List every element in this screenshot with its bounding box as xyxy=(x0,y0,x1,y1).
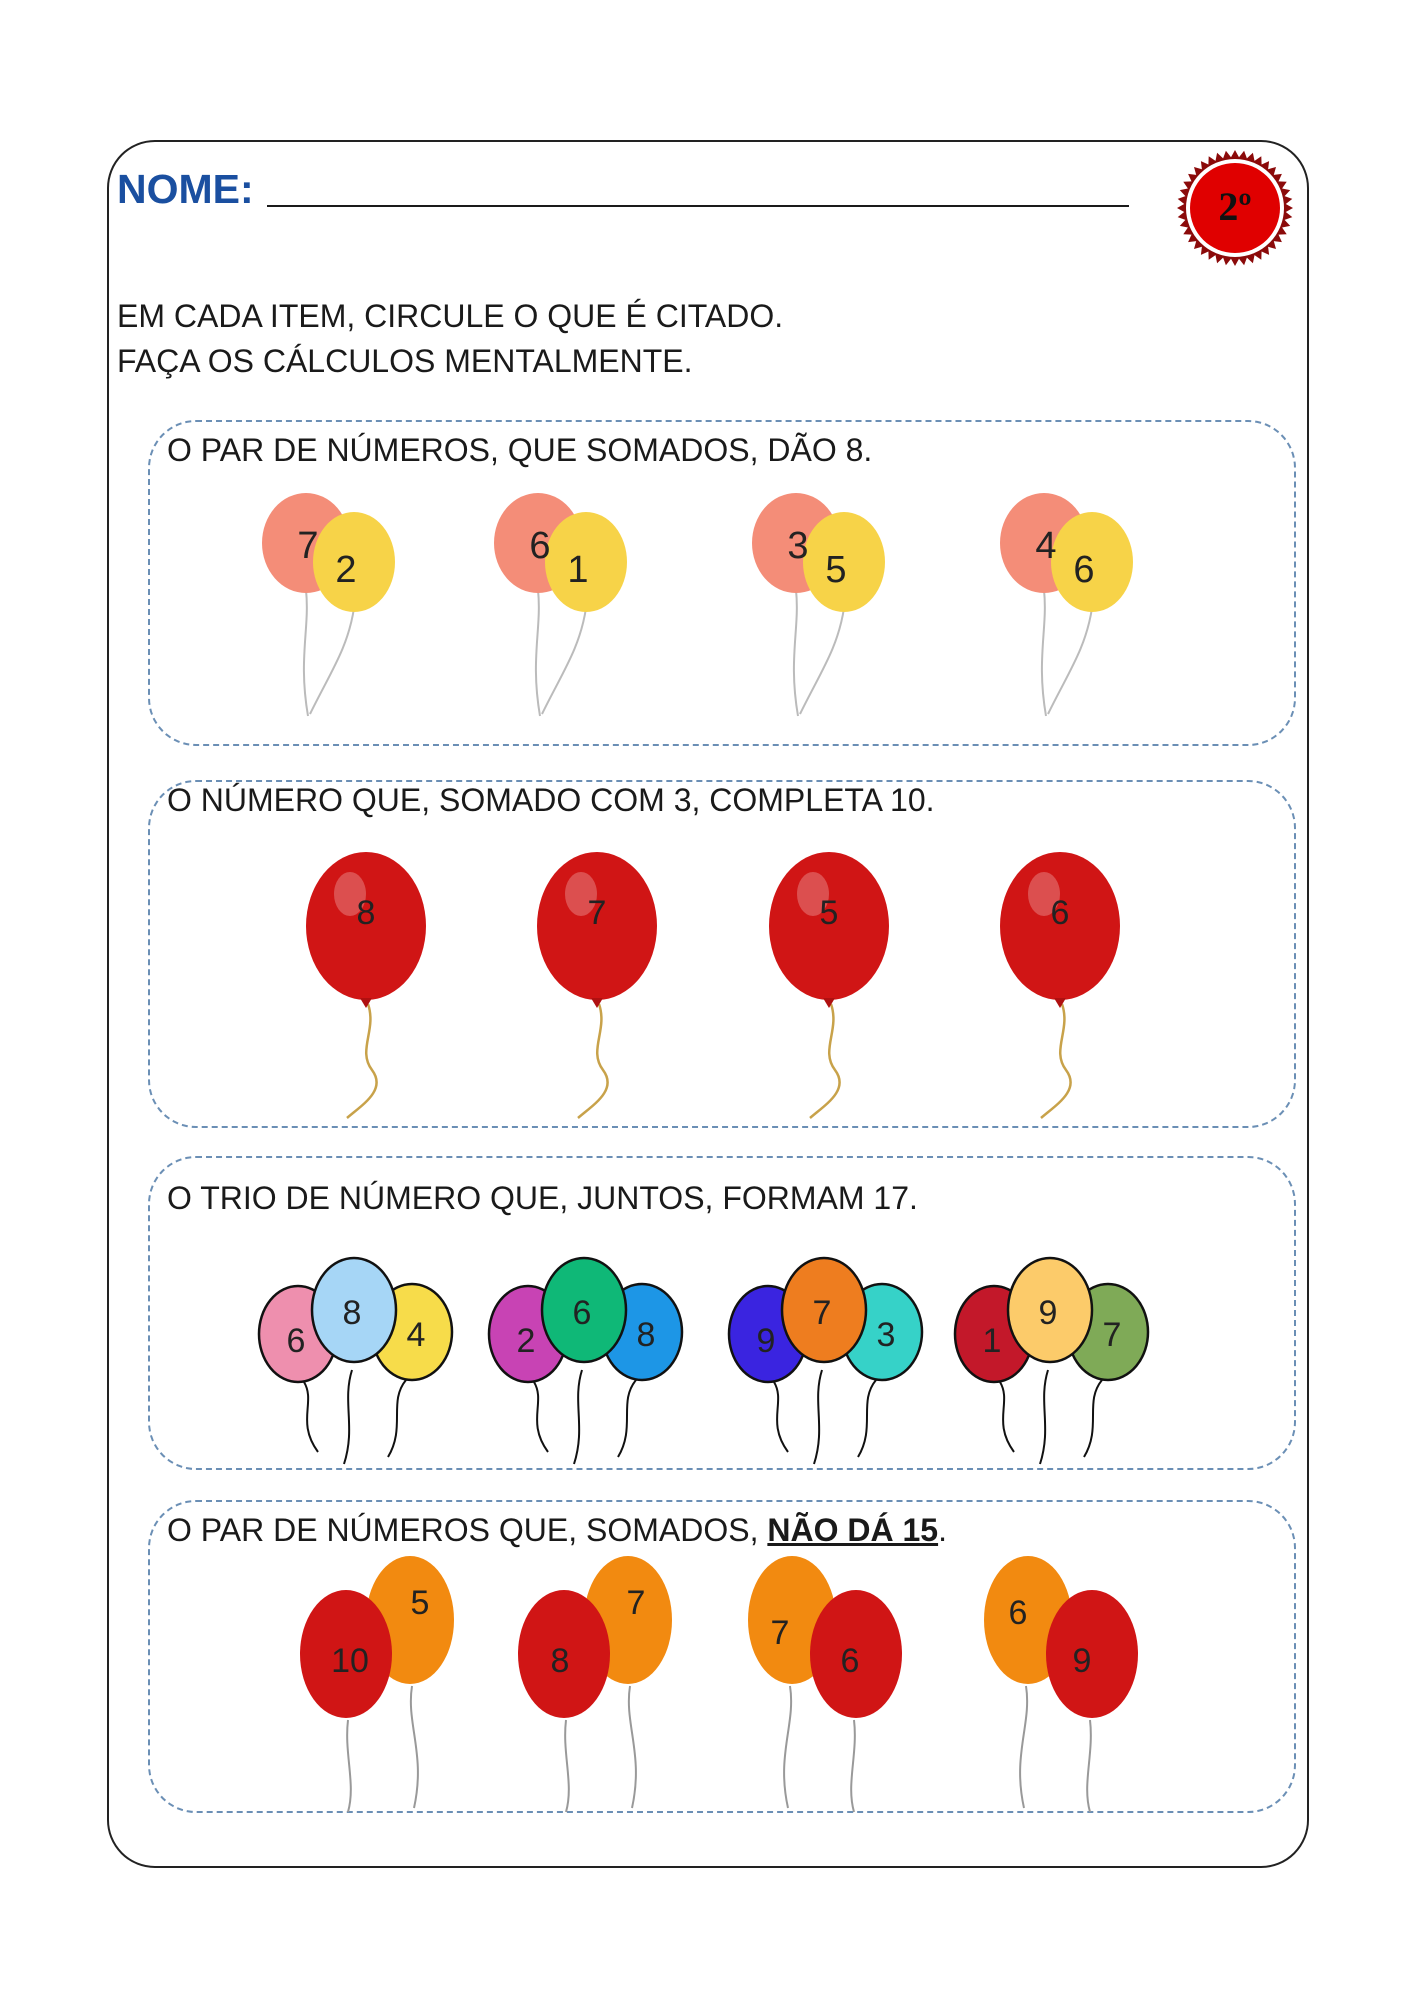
q3-balloon-trio-3[interactable] xyxy=(726,1252,938,1468)
question-1-text: O PAR DE NÚMEROS, QUE SOMADOS, DÃO 8. xyxy=(167,432,873,468)
svg-text:7: 7 xyxy=(297,525,319,567)
svg-text:7: 7 xyxy=(812,1294,832,1332)
svg-text:5: 5 xyxy=(825,549,847,591)
q1-balloon-pair-3[interactable] xyxy=(748,488,918,718)
svg-text:8: 8 xyxy=(550,1642,570,1680)
svg-text:4: 4 xyxy=(1035,525,1057,567)
svg-text:2: 2 xyxy=(335,549,357,591)
q2-balloon-3[interactable] xyxy=(765,850,895,1120)
svg-text:6: 6 xyxy=(529,525,551,567)
svg-text:6: 6 xyxy=(1073,549,1095,591)
svg-text:7: 7 xyxy=(587,894,607,932)
name-input-line[interactable] xyxy=(267,205,1129,207)
svg-text:3: 3 xyxy=(876,1316,896,1354)
question-4-text: O PAR DE NÚMEROS QUE, SOMADOS, NÃO DÁ 15. xyxy=(167,1512,947,1548)
q2-balloon-4[interactable] xyxy=(996,850,1126,1120)
svg-text:3: 3 xyxy=(787,525,809,567)
q2-balloon-1[interactable] xyxy=(302,850,432,1120)
question-3-text: O TRIO DE NÚMERO QUE, JUNTOS, FORMAM 17. xyxy=(167,1180,918,1216)
svg-text:5: 5 xyxy=(819,894,839,932)
q4-balloon-pair-1[interactable] xyxy=(296,1554,466,1814)
instruction-line-2: FAÇA OS CÁLCULOS MENTALMENTE. xyxy=(117,343,693,379)
svg-text:7: 7 xyxy=(1102,1316,1122,1354)
svg-text:8: 8 xyxy=(356,894,376,932)
q4-balloon-pair-3[interactable] xyxy=(736,1554,906,1814)
svg-text:9: 9 xyxy=(1072,1642,1092,1680)
q2-balloon-2[interactable] xyxy=(533,850,663,1120)
question-2-text: O NÚMERO QUE, SOMADO COM 3, COMPLETA 10. xyxy=(167,782,935,818)
svg-text:9: 9 xyxy=(1038,1294,1058,1332)
grade-seal-badge xyxy=(1176,149,1294,267)
name-label: NOME: xyxy=(117,166,254,212)
svg-text:1: 1 xyxy=(982,1322,1002,1360)
svg-text:5: 5 xyxy=(410,1584,430,1622)
svg-text:1: 1 xyxy=(567,549,589,591)
q3-balloon-trio-2[interactable] xyxy=(486,1252,698,1468)
red-balloon xyxy=(1046,1590,1138,1718)
q3-balloon-trio-1[interactable] xyxy=(256,1252,468,1468)
svg-text:4: 4 xyxy=(406,1316,426,1354)
q1-balloon-pair-4[interactable] xyxy=(996,488,1166,718)
svg-text:10: 10 xyxy=(331,1642,369,1680)
svg-text:6: 6 xyxy=(1050,894,1070,932)
svg-text:7: 7 xyxy=(626,1584,646,1622)
svg-text:8: 8 xyxy=(636,1316,656,1354)
question-4-emphasis: NÃO DÁ 15 xyxy=(767,1512,939,1548)
svg-text:9: 9 xyxy=(756,1322,776,1360)
q3-balloon-trio-4[interactable] xyxy=(952,1252,1164,1468)
svg-text:6: 6 xyxy=(286,1322,306,1360)
svg-text:6: 6 xyxy=(840,1642,860,1680)
q4-balloon-pair-4[interactable] xyxy=(972,1554,1142,1814)
grade-text: 2º xyxy=(1218,184,1252,229)
q1-balloon-pair-2[interactable] xyxy=(490,488,660,718)
svg-text:7: 7 xyxy=(770,1614,790,1652)
q4-balloon-pair-2[interactable] xyxy=(514,1554,684,1814)
svg-text:2: 2 xyxy=(516,1322,536,1360)
svg-text:6: 6 xyxy=(1008,1594,1028,1632)
instruction-line-1: EM CADA ITEM, CIRCULE O QUE É CITADO. xyxy=(117,298,784,334)
q1-balloon-pair-1[interactable] xyxy=(258,488,428,718)
svg-text:8: 8 xyxy=(342,1294,362,1332)
svg-text:6: 6 xyxy=(572,1294,592,1332)
